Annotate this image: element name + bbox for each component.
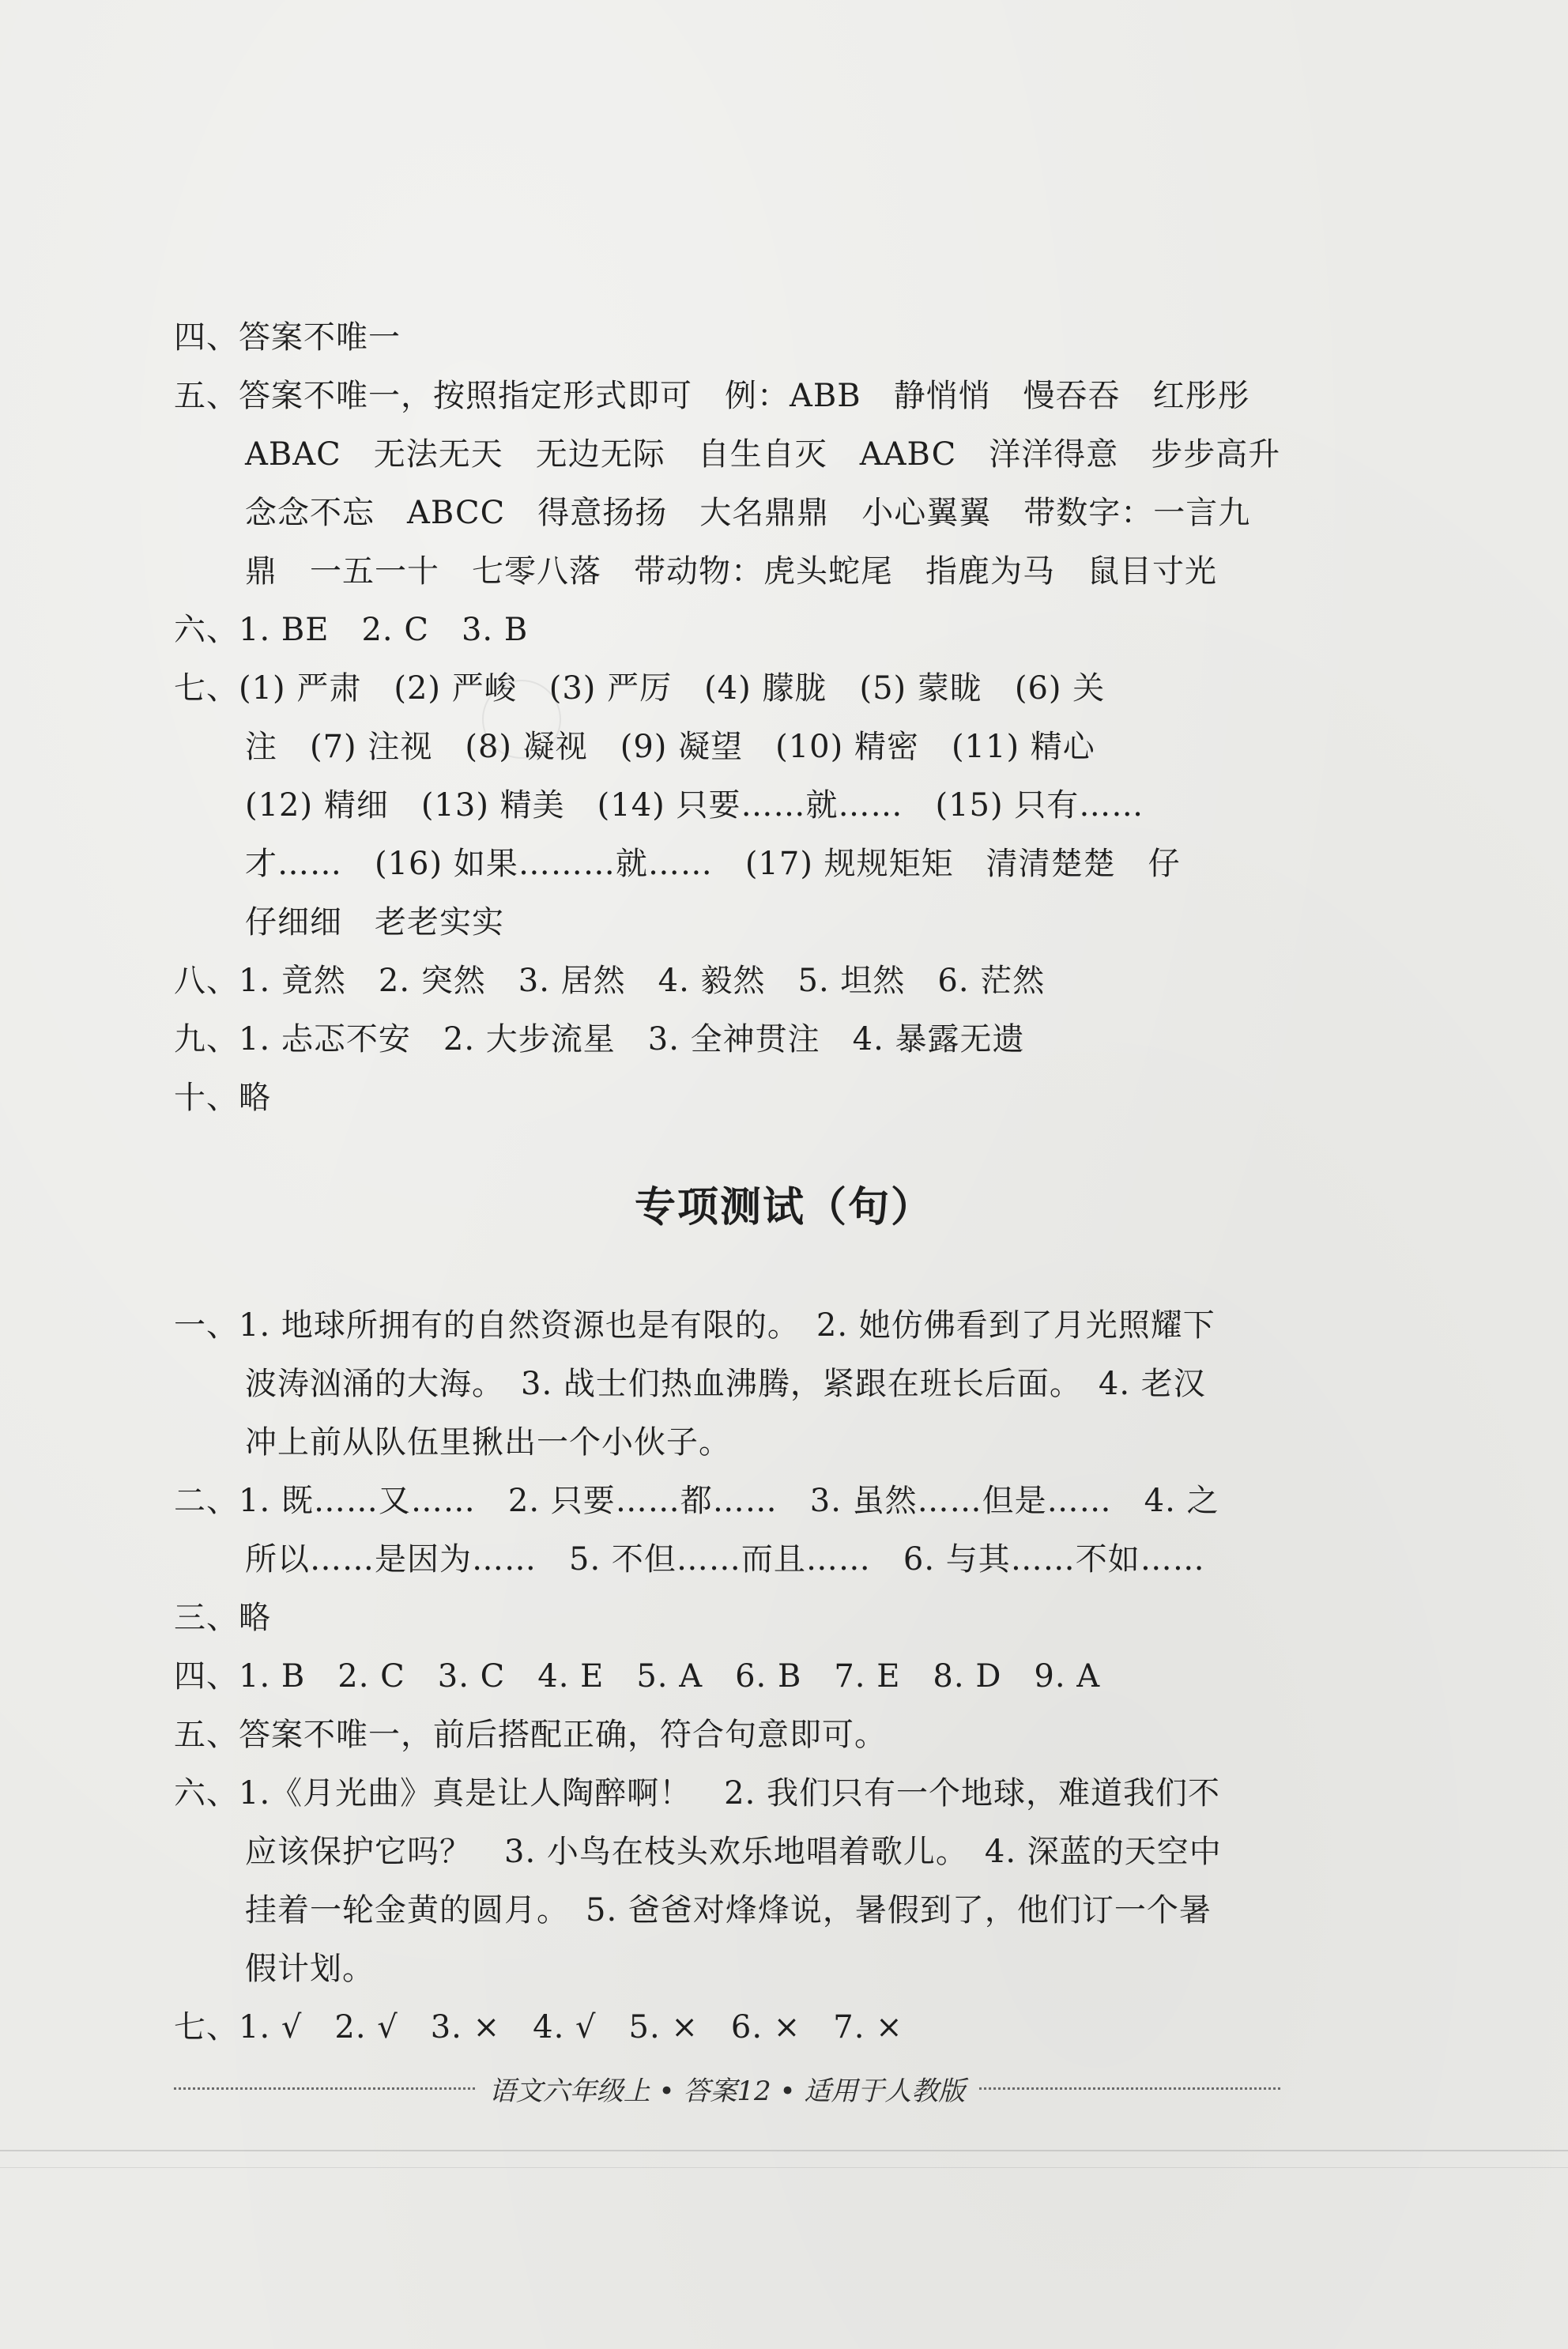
answers-part-2 [174, 1296, 1280, 2057]
answer-line: 冲上前从队伍里揪出一个小伙子。 [245, 1424, 731, 1461]
answer-line: 七、(1) 严肃 (2) 严峻 (3) 严厉 (4) 朦胧 (5) 蒙眬 (6) 关 [174, 670, 1106, 707]
footer-rule-left [174, 2087, 475, 2090]
answer-line: 应该保护它吗？ 3. 小鸟在枝头欢乐地唱着歌儿。 4. 深蓝的天空中 [245, 1834, 1222, 1870]
footer-label: 语文六年级上 • 答案12 • 适用于人教版 [488, 2076, 966, 2107]
answer-line: 六、1. BE 2. C 3. B [174, 612, 529, 648]
answer-line: 四、1. B 2. C 3. C 4. E 5. A 6. B 7. E 8. D 9. A [174, 1658, 1101, 1695]
answer-line: 仔细细 老老实实 [245, 904, 504, 941]
answer-line: 十、略 [174, 1080, 271, 1116]
answer-line: ABAC 无法无天 无边无际 自生自灭 AABC 洋洋得意 步步高升 [245, 436, 1281, 473]
answer-line: 七、1. √ 2. √ 3. × 4. √ 5. × 6. × 7. × [174, 2009, 903, 2045]
footer-rule-right [979, 2087, 1280, 2090]
section-title: 专项测试（句） [634, 1184, 933, 1231]
answer-line: 所以……是因为…… 5. 不但……而且…… 6. 与其……不如…… [245, 1541, 1205, 1578]
answer-line: 才…… (16) 如果………就…… (17) 规规矩矩 清清楚楚 仔 [245, 846, 1181, 882]
answer-line: 六、1.《月光曲》真是让人陶醉啊！ 2. 我们只有一个地球，难道我们不 [174, 1775, 1221, 1812]
answers-part-1 [174, 308, 1280, 1127]
answer-line: 波涛汹涌的大海。 3. 战士们热血沸腾，紧跟在班长后面。 4. 老汉 [245, 1366, 1206, 1402]
answer-line: 念念不忘 ABCC 得意扬扬 大名鼎鼎 小心翼翼 带数字：一言九 [245, 495, 1251, 531]
answer-line: 五、答案不唯一，前后搭配正确，符合句意即可。 [174, 1717, 887, 1753]
answer-line: (12) 精细 (13) 精美 (14) 只要……就…… (15) 只有…… [245, 787, 1144, 824]
answer-line: 鼎 一五一十 七零八落 带动物：虎头蛇尾 指鹿为马 鼠目寸光 [245, 553, 1217, 590]
answer-line: 挂着一轮金黄的圆月。 5. 爸爸对烽烽说，暑假到了，他们订一个暑 [245, 1892, 1212, 1929]
answer-line: 假计划。 [245, 1951, 375, 1987]
answer-line: 一、1. 地球所拥有的自然资源也是有限的。 2. 她仿佛看到了月光照耀下 [174, 1307, 1216, 1344]
answer-line: 注 (7) 注视 (8) 凝视 (9) 凝望 (10) 精密 (11) 精心 [245, 729, 1095, 765]
scan-edge-band [0, 2150, 1568, 2168]
answer-line: 八、1. 竟然 2. 突然 3. 居然 4. 毅然 5. 坦然 6. 茫然 [174, 963, 1046, 999]
page-footer [174, 2069, 1280, 2108]
answer-line: 五、答案不唯一，按照指定形式即可 例：ABB 静悄悄 慢吞吞 红彤彤 [174, 378, 1250, 414]
answer-line: 二、1. 既……又…… 2. 只要……都…… 3. 虽然……但是…… 4. 之 [174, 1483, 1219, 1519]
answer-line: 三、略 [174, 1600, 271, 1636]
answer-line: 九、1. 忐忑不安 2. 大步流星 3. 全神贯注 4. 暴露无遗 [174, 1021, 1025, 1058]
answer-line: 四、答案不唯一 [174, 319, 401, 356]
